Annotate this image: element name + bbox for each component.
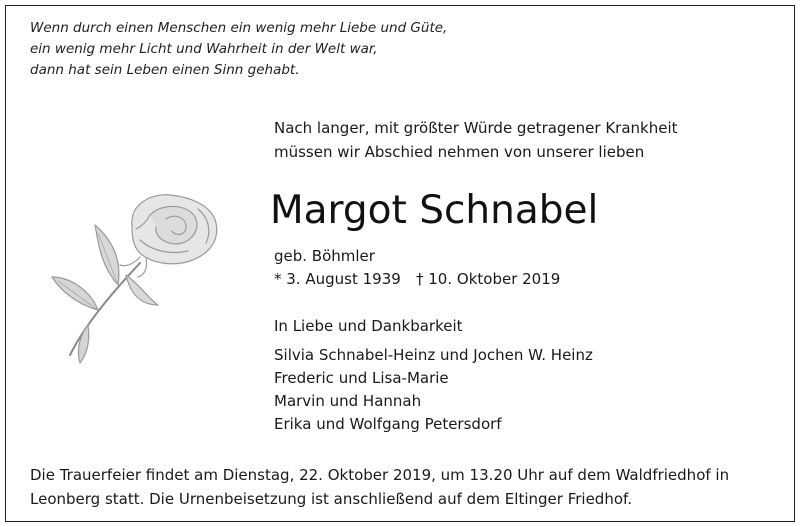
intro-line: müssen wir Abschied nehmen von unserer lieben: [274, 143, 645, 161]
rose-illustration: [40, 185, 240, 365]
service-line: Die Trauerfeier findet am Dienstag, 22. Oktober 2019, um 13.20 Uhr auf dem Waldfriedhof in: [30, 466, 730, 484]
service-info: [30, 463, 729, 511]
mourner-entry: Silvia Schnabel-Heinz und Jochen W. Heinz: [274, 346, 593, 364]
love-line: In Liebe und Dankbarkeit: [274, 317, 463, 335]
service-line: Leonberg statt. Die Urnenbeisetzung ist anschließend auf dem Eltinger Friedhof.: [30, 490, 632, 508]
motto-line: ein wenig mehr Licht und Wahrheit in der Welt war,: [30, 41, 378, 57]
deceased-name: Margot Schnabel: [270, 188, 599, 233]
birth-name: geb. Böhmler: [274, 247, 375, 265]
mourner-entry: Frederic und Lisa-Marie: [274, 369, 449, 387]
intro-line: Nach langer, mit größter Würde getragener Krankheit: [274, 119, 678, 137]
death-date: † 10. Oktober 2019: [416, 270, 561, 288]
motto-line: dann hat sein Leben einen Sinn gehabt.: [30, 62, 300, 78]
mourner-entry: Erika und Wolfgang Petersdorf: [274, 415, 502, 433]
mourners-list: [274, 344, 593, 436]
birth-date: * 3. August 1939: [274, 270, 401, 288]
mourner-entry: Marvin und Hannah: [274, 392, 422, 410]
intro-text: [274, 116, 678, 164]
motto-line: Wenn durch einen Menschen ein wenig mehr Liebe und Güte,: [30, 20, 448, 36]
life-dates: [274, 268, 560, 290]
motto-quote: [30, 18, 447, 81]
